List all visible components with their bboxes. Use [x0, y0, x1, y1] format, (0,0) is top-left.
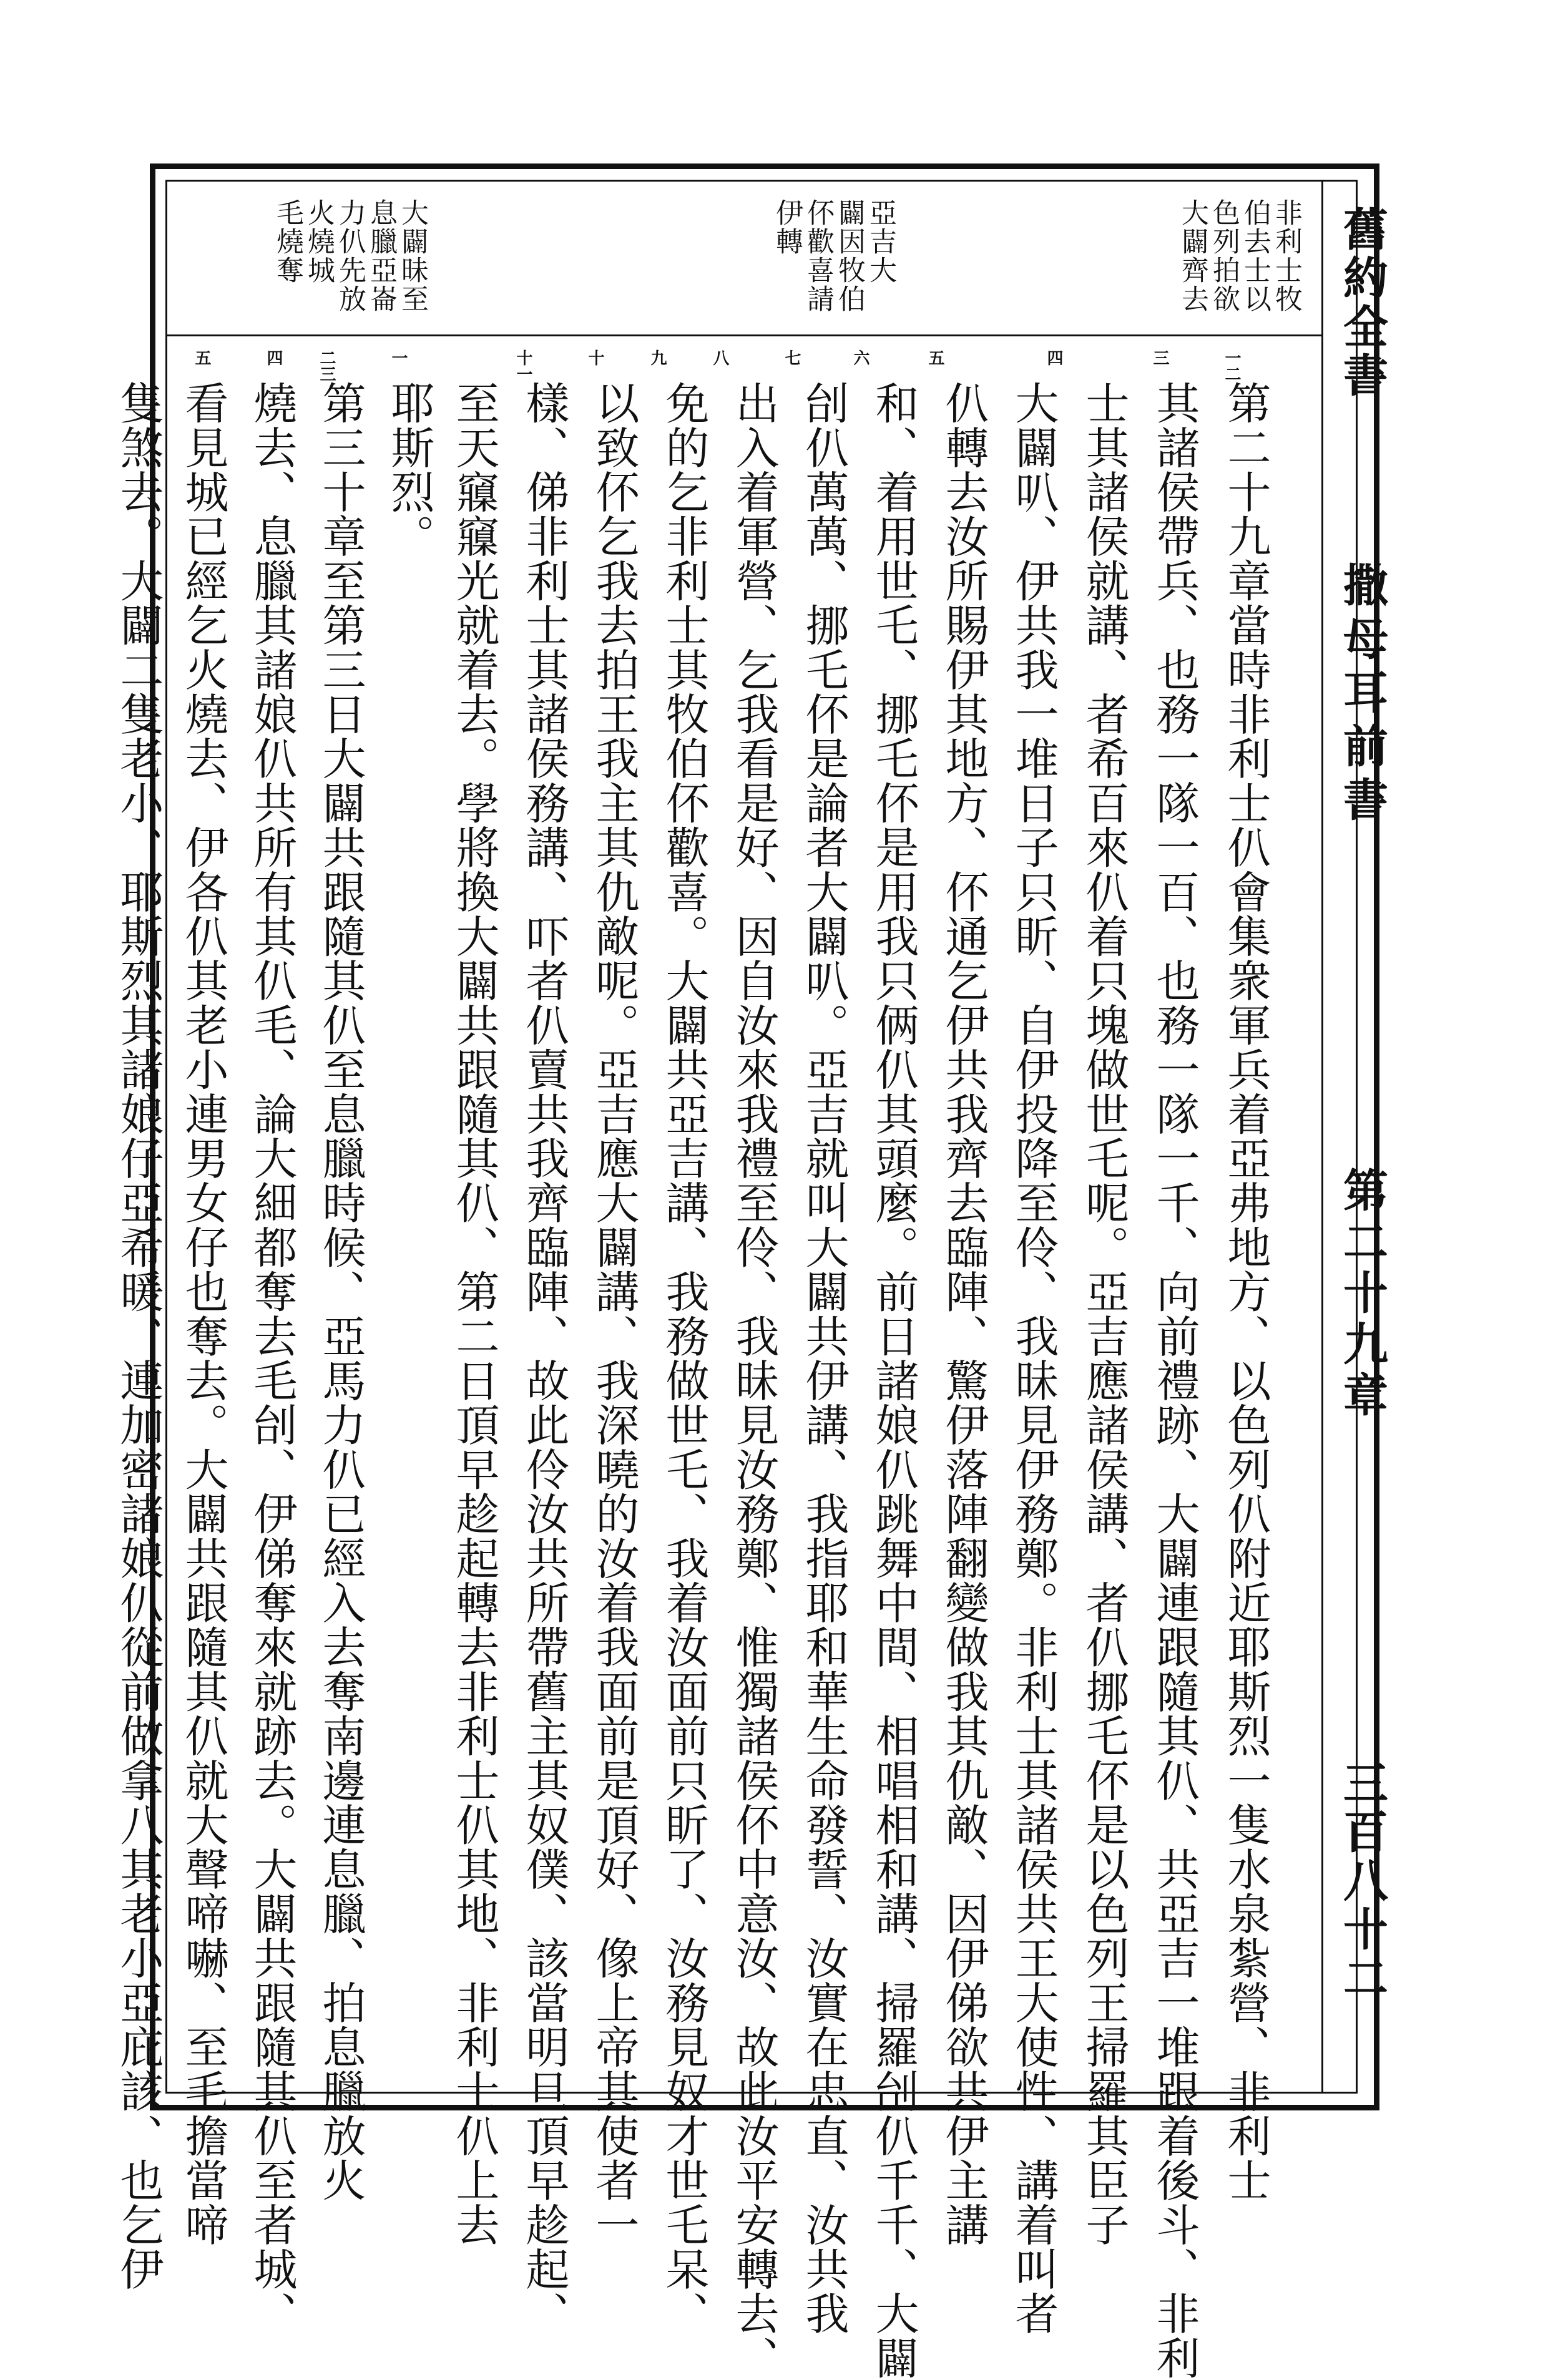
note: 力仈先放	[334, 198, 366, 313]
text-column: 和、着用世乇、挪乇伓是用我只俩仈其頭麼。前日諸娘仈跳舞中間、相唱相和講、掃羅刣仈千千、大闢	[868, 381, 919, 2380]
text-column: 免的乞非利士其牧伯伓歡喜。大闢共亞吉講、我務做世乇、我着汝面前只盺了、汝務見奴才世乇呆、	[659, 381, 710, 2336]
note: 色列拍欲	[1208, 198, 1240, 313]
note: 大闢齊去	[1177, 198, 1208, 313]
verse-number: 四	[1044, 349, 1063, 366]
chapter-heading: 第二十九章	[1336, 1167, 1389, 1423]
page-number: 三百八十二	[1336, 1760, 1389, 2003]
text-column: 出入着軍營、乞我看是好、因自汝來我禮至伶、我昧見汝務鄭、惟獨諸侯伓中意汝、故此汝平安轉去、	[728, 381, 780, 2380]
notes-divider	[165, 334, 1321, 336]
text-column: 第二十九章當時非利士仈會集衆軍兵着亞弗地方、以色列仈附近耶斯烈一隻水泉紮營、非利士	[1220, 381, 1271, 2203]
note: 伯去士以	[1239, 198, 1271, 313]
verse-number: 八	[710, 349, 729, 366]
verse-number: 四	[264, 349, 283, 366]
text-column: 刣仈萬萬、挪乇伓是論者大闢叭。亞吉就叫大闢共伊講、我指耶和華生命發誓、汝實在忠直、汝共我	[798, 381, 850, 2336]
verse-number: 七	[782, 349, 801, 366]
text-column: 仈轉去汝所賜伊其地方、伓通乞伊共我齊去臨陣、驚伊落陣翻變做我其仇敵、因伊俤欲共伊主講	[938, 381, 989, 2247]
verse-number: 六	[851, 349, 870, 366]
verse-number: 五	[192, 349, 211, 366]
verse-number: 三	[1150, 349, 1169, 366]
note: 闢因牧伯	[833, 198, 865, 313]
text-column: 其諸侯帶兵、也務一隊一百、也務一隊一千、向前禮跡、大闢連跟隨其仈、共亞吉一堆跟着後斗、非利	[1149, 381, 1200, 2380]
verse-number: 一	[389, 349, 408, 366]
text-column: 看見城已經乞火燒去、伊各仈其老小連男女仔也奪去。大闢共跟隨其仈就大聲啼嚇、至毛擔當啼	[178, 381, 229, 2247]
note: 非利士牧	[1270, 198, 1302, 313]
verse-number: 二三	[317, 349, 336, 382]
note: 亞吉大	[865, 198, 896, 285]
verse-number: 九	[648, 349, 667, 366]
book-title: 舊約全書	[1336, 206, 1389, 401]
text-column: 耶斯烈。	[384, 381, 435, 558]
verse-number: 十一	[514, 349, 532, 382]
text-column: 隻煞去。大闢二隻老小、耶斯烈其諸娘仔亞希暖、連加密諸娘仈從前做拿八其老小亞庇該、也乞伊	[113, 381, 164, 2291]
text-column: 大闢叭、伊共我一堆日子只盺、自伊投降至伶、我昧見伊務鄭。非利士其諸侯共王大使性、講着叫者	[1008, 381, 1059, 2336]
text-column: 第三十章至第三日大闢共跟隨其仈至息臘時候、亞馬力仈已經入去奪南邊連息臘、拍息臘放火	[315, 381, 366, 2203]
text-column: 樣、俤非利士其諸侯務講、吓者仈賣共我齊臨陣、故此伶汝共所帶舊主其奴僕、該當明旦頂早趁起、	[519, 381, 570, 2336]
text-column: 至天䆿䆿光就着去。學將換大闢共跟隨其仈、第二日頂早趁起轉去非利士仈其地、非利士仈上去	[449, 381, 500, 2247]
text-column: 以致伓乞我去拍王我主其仇敵呢。亞吉應大闢講、我深曉的汝着我面前是頂好、像上帝其使者一	[589, 381, 640, 2247]
note: 息臘亞崙	[365, 198, 397, 313]
header-divider	[1321, 180, 1323, 2094]
verse-number: 十	[585, 349, 604, 366]
note: 毛燒奪	[272, 198, 303, 285]
verse-number: 五	[926, 349, 944, 366]
verse-number: 一二	[1222, 349, 1241, 382]
text-column: 燒去、息臘其諸娘仈共所有其仈毛、論大細都奪去毛刣、伊俤奪來就跡去。大闢共跟隨其仈至者城、	[247, 381, 298, 2336]
note: 伊轉	[771, 198, 803, 256]
note: 伓歡喜請	[802, 198, 834, 313]
section-title: 撒母耳前書	[1336, 562, 1389, 830]
note: 大闢昧至	[396, 198, 428, 313]
note: 火燒城	[303, 198, 335, 285]
text-column: 士其諸侯就講、者希百來仈着只塊做世乇呢。亞吉應諸侯講、者仈挪乇伓是以色列王掃羅其臣子	[1079, 381, 1130, 2247]
